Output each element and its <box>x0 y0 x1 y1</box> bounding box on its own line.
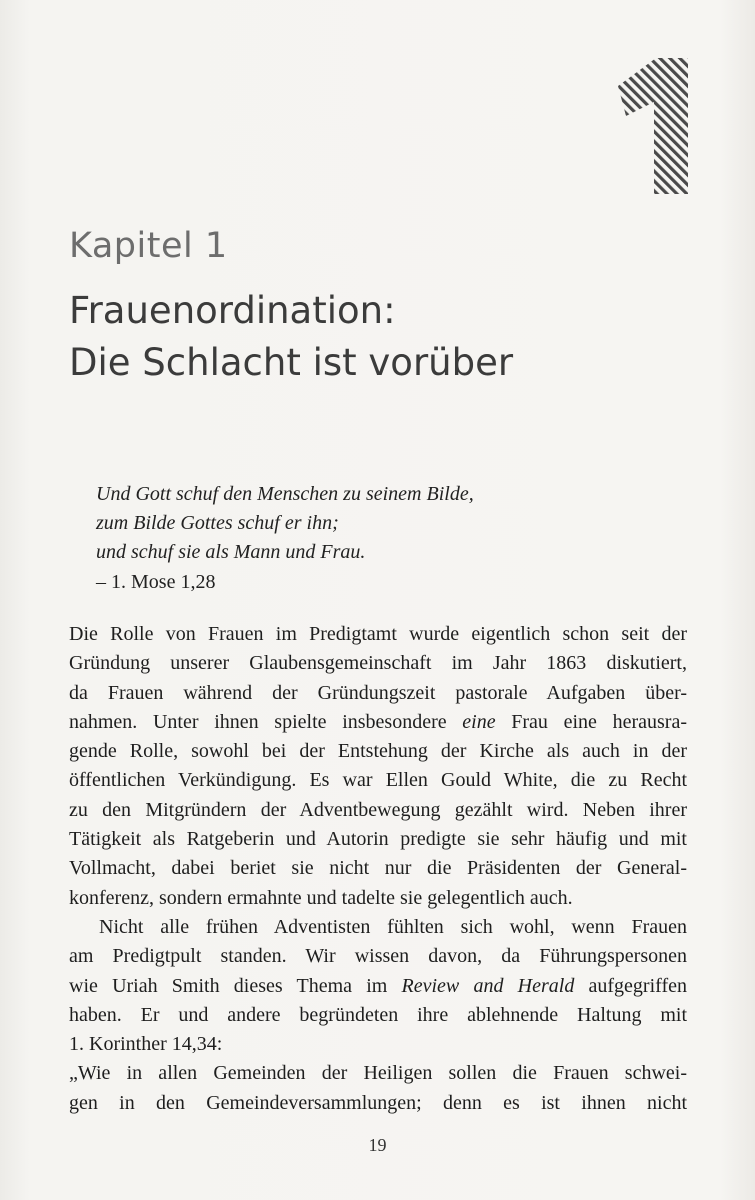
chapter-title <box>69 285 689 389</box>
chapter-number-graphic <box>618 58 688 194</box>
chapter-label: Kapitel 1 <box>69 226 228 266</box>
chapter-title-line-1: Frauenordination: <box>69 289 396 332</box>
body-line: wie Uriah Smith dieses Thema im Review and Herald aufgegriffen <box>69 974 687 997</box>
body-line: da Frauen während der Gründungszeit pastorale Aufgaben über- <box>69 681 687 704</box>
emphasis: Review and Herald <box>401 974 575 997</box>
body-line: Tätigkeit als Ratgeberin und Autorin predigte sie sehr häufig und mit <box>69 828 687 851</box>
body-line: Die Rolle von Frauen im Predigtamt wurde eigentlich schon seit der <box>69 623 687 645</box>
body-line: am Predigtpult standen. Wir wissen davon, da Führungspersonen <box>69 945 687 968</box>
epigraph-line: und schuf sie als Mann und Frau. <box>96 541 366 563</box>
epigraph-source: – 1. Mose 1,28 <box>96 571 216 593</box>
body-line: gende Rolle, sowohl bei der Entstehung der Kirche als auch in der <box>69 740 687 763</box>
body-line: öffentlichen Verkündigung. Es war Ellen Gould White, die zu Recht <box>69 769 687 792</box>
body-line: haben. Er und andere begründeten ihre ablehnende Haltung mit <box>69 1003 687 1026</box>
body-line: zu den Mitgründern der Adventbewegung gezählt wird. Neben ihrer <box>69 798 687 821</box>
page-number: 19 <box>368 1135 387 1155</box>
body-line: Vollmacht, dabei beriet sie nicht nur die Präsidenten der General- <box>69 857 687 880</box>
epigraph-line: Und Gott schuf den Menschen zu seinem Bilde, <box>96 483 474 505</box>
body-line: „Wie in allen Gemeinden der Heiligen sollen die Frauen schwei- <box>69 1062 687 1085</box>
body-text <box>69 620 687 1118</box>
body-line: nahmen. Unter ihnen spielte insbesondere eine Frau eine herausra- <box>69 710 687 733</box>
body-line: gen in den Gemeindeversammlungen; denn es ist ihnen nicht <box>69 1091 687 1114</box>
emphasis: eine <box>462 710 496 733</box>
epigraph-line: zum Bilde Gottes schuf er ihn; <box>96 512 339 534</box>
epigraph <box>96 480 474 597</box>
chapter-title-line-2: Die Schlacht ist vorüber <box>69 341 514 384</box>
body-line: Gründung unserer Glaubensgemeinschaft im Jahr 1863 diskutiert, <box>69 652 687 675</box>
body-line: Nicht alle frühen Adventisten fühlten sich wohl, wenn Frauen <box>99 915 687 938</box>
body-line: konferenz, sondern ermahnte und tadelte sie gelegentlich auch. <box>69 886 573 909</box>
body-line: 1. Korinther 14,34: <box>69 1033 223 1056</box>
